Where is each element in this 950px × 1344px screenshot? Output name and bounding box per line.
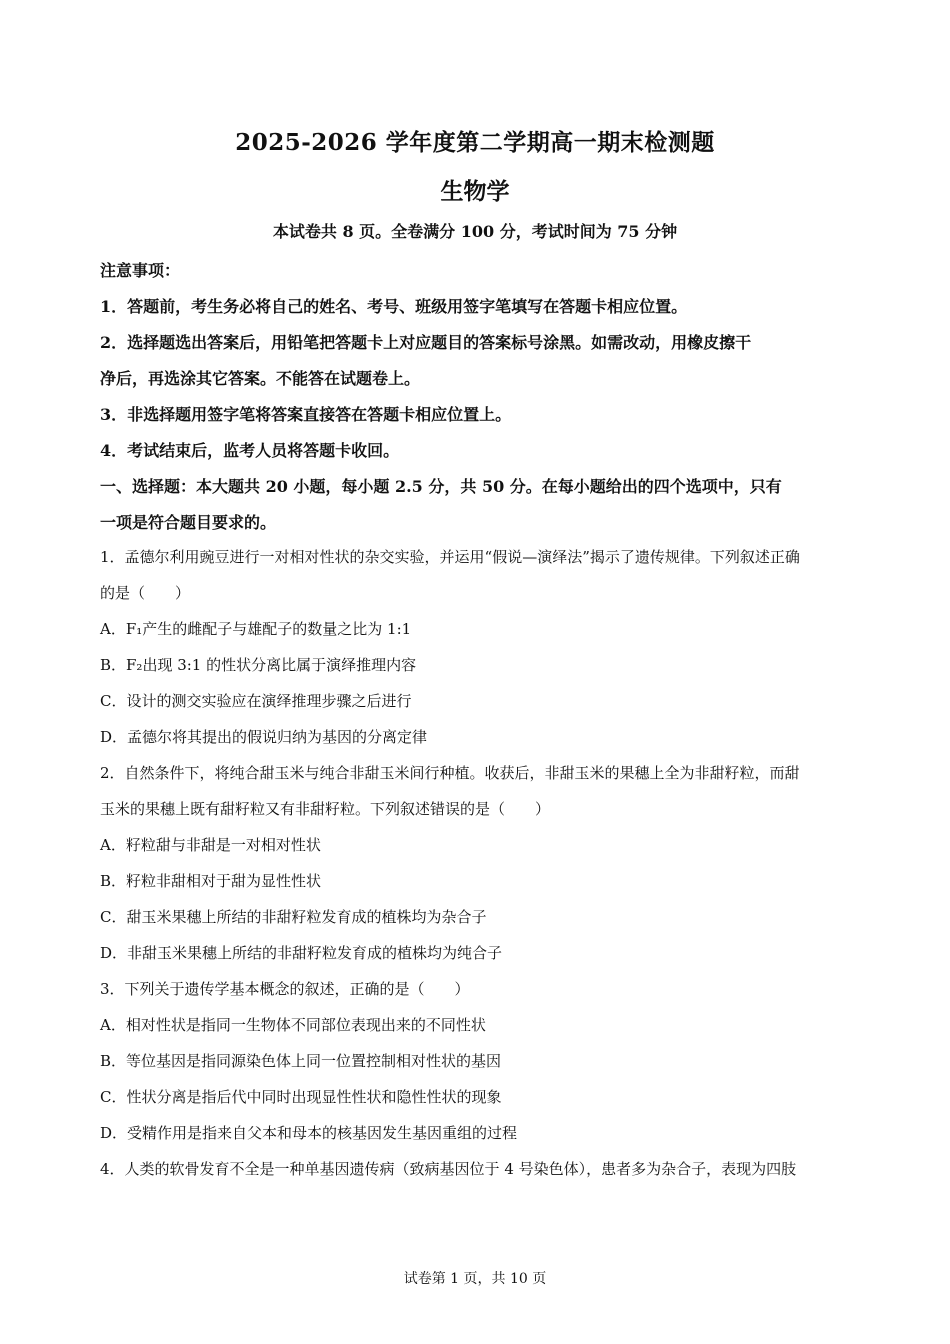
option: D．非甜玉米果穗上所结的非甜籽粒发育成的植株均为纯合子 xyxy=(100,944,503,962)
option: C．设计的测交实验应在演绎推理步骤之后进行 xyxy=(100,692,412,710)
subject-title: 生物学 xyxy=(440,178,510,205)
section-heading-cont: 一项是符合题目要求的。 xyxy=(100,513,277,532)
option: A．籽粒甜与非甜是一对相对性状 xyxy=(100,836,321,854)
question-stem-cont: 的是（ ） xyxy=(100,584,191,602)
page-footer: 试卷第 1 页，共 10 页 xyxy=(403,1271,547,1287)
option: A．相对性状是指同一生物体不同部位表现出来的不同性状 xyxy=(100,1016,486,1034)
notice-item: 4．考试结束后，监考人员将答题卡收回。 xyxy=(100,441,400,460)
option: B．籽粒非甜相对于甜为显性性状 xyxy=(100,872,322,890)
question-stem-cont: 玉米的果穗上既有甜籽粒又有非甜籽粒。下列叙述错误的是（ ） xyxy=(100,800,551,818)
notice-heading: 注意事项： xyxy=(100,261,181,280)
option: D．受精作用是指来自父本和母本的核基因发生基因重组的过程 xyxy=(100,1124,518,1142)
notice-item: 2．选择题选出答案后，用铅笔把答题卡上对应题目的答案标号涂黑。如需改动，用橡皮擦干 xyxy=(100,333,752,352)
exam-info: 本试卷共 8 页。全卷满分 100 分，考试时间为 75 分钟 xyxy=(272,222,678,241)
notice-item: 净后，再选涂其它答案。不能答在试题卷上。 xyxy=(100,369,421,388)
option: A．F₁产生的雌配子与雄配子的数量之比为 1:1 xyxy=(100,620,412,638)
section-heading: 一、选择题：本大题共 20 小题，每小题 2.5 分，共 50 分。在每小题给出的四个选项中，只有 xyxy=(100,477,782,496)
option: B．等位基因是指同源染色体上同一位置控制相对性状的基因 xyxy=(100,1052,502,1070)
question-stem: 2．自然条件下，将纯合甜玉米与纯合非甜玉米间行种植。收获后，非甜玉米的果穗上全为非甜籽粒，而甜 xyxy=(100,764,800,782)
question-stem: 1．孟德尔利用豌豆进行一对相对性状的杂交实验，并运用“假说—演绎法”揭示了遗传规律。下列叙述正确 xyxy=(100,548,800,566)
question-stem: 3．下列关于遗传学基本概念的叙述，正确的是（ ） xyxy=(100,980,470,998)
option: B．F₂出现 3:1 的性状分离比属于演绎推理内容 xyxy=(100,656,417,674)
option: C．性状分离是指后代中同时出现显性性状和隐性性状的现象 xyxy=(100,1088,502,1106)
notice-item: 3．非选择题用签字笔将答案直接答在答题卡相应位置上。 xyxy=(100,405,512,424)
option: D．孟德尔将其提出的假说归纳为基因的分离定律 xyxy=(100,728,428,746)
notice-item: 1．答题前，考生务必将自己的姓名、考号、班级用签字笔填写在答题卡相应位置。 xyxy=(100,297,688,316)
option: C．甜玉米果穗上所结的非甜籽粒发育成的植株均为杂合子 xyxy=(100,908,487,926)
exam-title: 2025-2026 学年度第二学期高一期末检测题 xyxy=(235,129,715,156)
question-stem: 4．人类的软骨发育不全是一种单基因遗传病（致病基因位于 4 号染色体），患者多为杂合子，表现为四肢 xyxy=(100,1160,797,1178)
